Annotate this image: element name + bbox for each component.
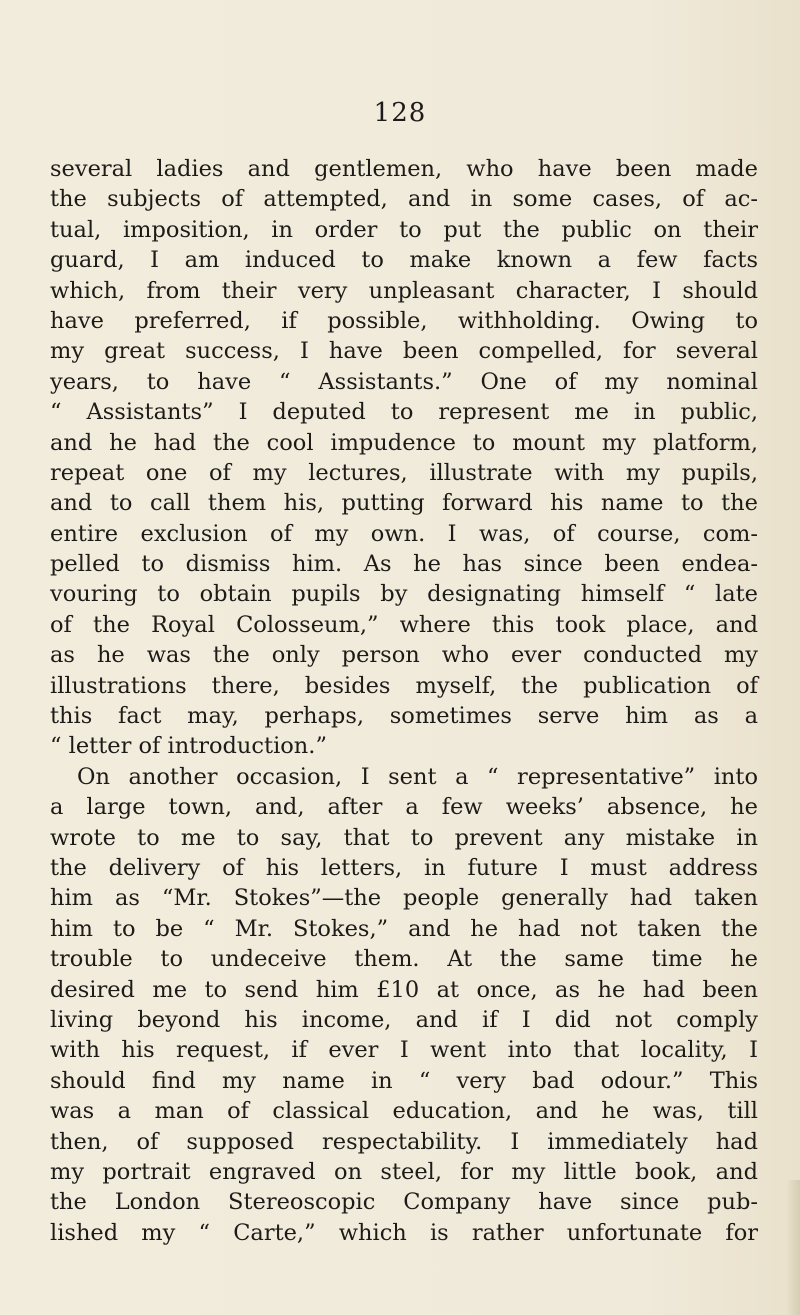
- page-edge-stain: [786, 1180, 800, 1315]
- text-line: then, of supposed respectability. I immediately had: [50, 1128, 758, 1155]
- paragraph: [50, 762, 758, 1248]
- text-line: tual, imposition, in order to put the public on their: [50, 216, 758, 243]
- text-line: lished my “ Carte,” which is rather unfortunate for: [50, 1219, 758, 1246]
- text-line: have preferred, if possible, withholding. Owing to: [50, 307, 758, 334]
- text-line: repeat one of my lectures, illustrate with my pupils,: [50, 459, 758, 486]
- text-line: trouble to undeceive them. At the same time he: [50, 946, 758, 973]
- text-line: the London Stereoscopic Company have since pub-: [50, 1189, 758, 1216]
- text-line: as he was the only person who ever conducted my: [50, 642, 758, 669]
- text-line: and to call them his, putting forward his name to the: [50, 490, 758, 517]
- text-line: guard, I am induced to make known a few facts: [50, 247, 758, 274]
- text-line: a large town, and, after a few weeks’ absence, he: [50, 794, 758, 821]
- text-line: pelled to dismiss him. As he has since been endea-: [50, 551, 758, 578]
- text-line: him as “Mr. Stokes”—the people generally had taken: [50, 885, 758, 912]
- text-line: my great success, I have been compelled, for several: [50, 338, 758, 365]
- text-line: years, to have “ Assistants.” One of my nominal: [50, 368, 758, 395]
- text-line: was a man of classical education, and he was, till: [50, 1098, 758, 1125]
- text-line: several ladies and gentlemen, who have been made: [50, 156, 758, 182]
- text-line: On another occasion, I sent a “ representative” into: [77, 763, 758, 790]
- text-line: entire exclusion of my own. I was, of course, com-: [50, 520, 758, 547]
- text-line: vouring to obtain pupils by designating himself “ late: [50, 581, 758, 608]
- text-line: wrote to me to say, that to prevent any mistake in: [50, 824, 758, 851]
- text-line: my portrait engraved on steel, for my little book, and: [50, 1158, 758, 1185]
- text-line: desired me to send him £10 at once, as he had been: [50, 976, 758, 1003]
- text-line: him to be “ Mr. Stokes,” and he had not taken the: [50, 915, 758, 942]
- text-line: this fact may, perhaps, sometimes serve him as a: [50, 703, 758, 730]
- text-line: of the Royal Colosseum,” where this took place, and: [50, 611, 758, 638]
- text-line: the subjects of attempted, and in some cases, of ac-: [50, 186, 758, 213]
- paragraph: [50, 154, 758, 762]
- text-line: with his request, if ever I went into that locality, I: [50, 1037, 758, 1064]
- text-line: “ Assistants” I deputed to represent me in public,: [50, 399, 758, 426]
- text-line: living beyond his income, and if I did not comply: [50, 1006, 758, 1033]
- text-line: “ letter of introduction.”: [50, 733, 327, 760]
- text-line: and he had the cool impudence to mount my platform,: [50, 429, 758, 456]
- text-line: the delivery of his letters, in future I must address: [50, 854, 758, 881]
- body-text: [50, 154, 758, 1248]
- page-number: 128: [373, 98, 427, 128]
- text-line: should find my name in “ very bad odour.” This: [50, 1067, 758, 1094]
- text-line: illustrations there, besides myself, the publication of: [50, 672, 758, 699]
- text-line: which, from their very unpleasant character, I should: [50, 277, 758, 304]
